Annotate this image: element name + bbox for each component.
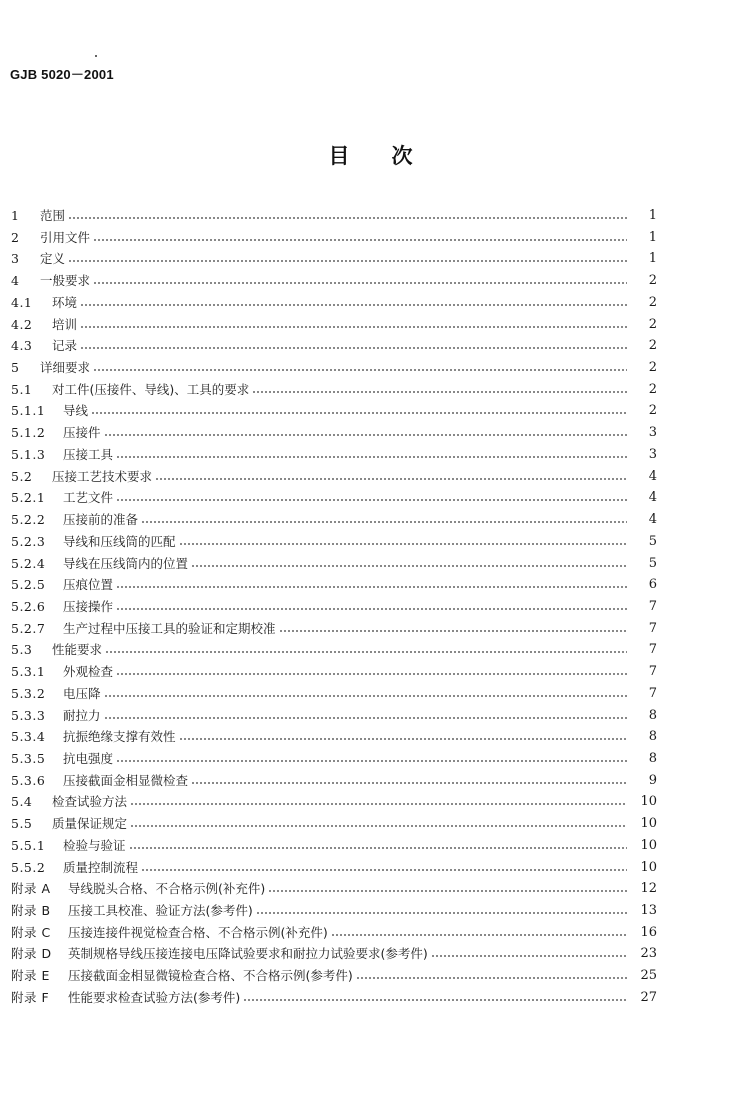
dot-leader	[243, 999, 627, 1001]
toc-entry[interactable]	[11, 467, 657, 487]
toc-entry-title: 抗振绝缘支撑有效性	[63, 729, 176, 745]
toc-entry-number: 5.3.4	[11, 729, 46, 745]
dot-leader	[80, 347, 627, 349]
dot-leader	[116, 673, 627, 675]
toc-entry[interactable]	[11, 293, 657, 313]
toc-entry-number: 5.2.7	[11, 620, 46, 636]
toc-entry-page: 8	[648, 751, 657, 766]
dot-leader	[252, 391, 627, 393]
toc-entry-page: 3	[648, 446, 657, 462]
toc-entry-page: 2	[648, 316, 657, 332]
toc-entry-page: 7	[648, 685, 657, 701]
toc-entry-number: 5.1	[11, 381, 33, 397]
toc-entry-number: 5.2.3	[11, 533, 46, 549]
toc-entry-page: 3	[648, 425, 657, 441]
dot-leader	[356, 977, 627, 979]
dot-leader	[93, 369, 627, 371]
toc-entry-number: 5.1.1	[11, 403, 46, 419]
dot-leader	[191, 782, 627, 784]
toc-entry-number: 5.5.2	[11, 859, 46, 875]
toc-entry-page: 5	[648, 555, 657, 571]
title-char-2: 次	[391, 144, 413, 168]
dot-leader	[268, 890, 627, 892]
toc-entry[interactable]	[11, 771, 657, 791]
toc-entry-number: 附录 E	[11, 968, 50, 984]
toc-entry-title: 压接件	[63, 425, 101, 441]
toc-entry-title: 压接工具	[63, 446, 114, 462]
toc-entry[interactable]	[11, 510, 657, 530]
toc-entry-page: 2	[648, 403, 657, 419]
toc-entry[interactable]	[11, 401, 657, 421]
dot-leader	[116, 586, 627, 588]
toc-entry-title: 培训	[52, 316, 78, 332]
toc-entry-title: 压接截面金相显微检查	[63, 772, 189, 788]
page-title	[0, 140, 741, 170]
toc-entry[interactable]	[11, 944, 657, 964]
toc-entry-page: 27	[640, 989, 657, 1005]
toc-entry-number: 5.5.1	[11, 837, 46, 853]
dot-leader	[155, 478, 627, 480]
dot-leader	[141, 869, 627, 871]
toc-entry-page: 1	[648, 208, 657, 223]
toc-entry-page: 4	[648, 512, 657, 528]
toc-entry-number: 4.2	[11, 316, 33, 332]
toc-entry[interactable]	[11, 554, 657, 574]
toc-entry-title: 外观检查	[63, 664, 114, 680]
toc-entry[interactable]	[11, 923, 657, 943]
toc-entry-title: 压痕位置	[63, 577, 114, 593]
toc-entry-page: 7	[648, 620, 657, 636]
toc-entry[interactable]	[11, 575, 657, 595]
toc-entry-page: 5	[648, 533, 657, 549]
toc-entry-page: 2	[648, 338, 657, 354]
toc-entry-page: 25	[640, 968, 657, 984]
toc-entry-title: 压接操作	[63, 598, 114, 614]
toc-entry[interactable]	[11, 901, 657, 921]
toc-entry-page: 10	[640, 837, 657, 853]
dot-leader	[68, 260, 627, 262]
toc-entry-number: 4	[11, 273, 20, 289]
toc-entry[interactable]	[11, 358, 657, 378]
title-char-1: 目	[328, 144, 350, 168]
toc-entry-page: 1	[648, 251, 657, 267]
toc-entry-title: 压接截面金相显微镜检查合格、不合格示例(参考件)	[68, 968, 353, 984]
toc-entry[interactable]	[11, 727, 657, 747]
toc-entry-number: 5.2.6	[11, 598, 46, 614]
toc-entry[interactable]	[11, 228, 657, 248]
toc-entry-number: 5.5	[11, 816, 33, 832]
toc-entry-title: 质量控制流程	[63, 859, 139, 875]
toc-entry-number: 3	[11, 251, 20, 267]
toc-entry[interactable]	[11, 706, 657, 726]
toc-entry-title: 详细要求	[40, 360, 91, 376]
toc-entry-page: 6	[648, 577, 657, 593]
toc-entry-title: 压接工具校准、验证方法(参考件)	[68, 903, 253, 919]
toc-entry-title: 导线在压线筒内的位置	[63, 555, 189, 571]
dot-leader	[93, 239, 627, 241]
toc-entry-number: 附录 A	[11, 881, 51, 897]
toc-entry[interactable]	[11, 488, 657, 508]
toc-entry-title: 质量保证规定	[52, 816, 128, 832]
toc-entry[interactable]	[11, 271, 657, 291]
dot-leader	[179, 543, 627, 545]
dot-leader	[130, 825, 627, 827]
toc-entry-title: 导线和压线筒的匹配	[63, 533, 176, 549]
toc-entry-number: 4.3	[11, 338, 33, 354]
document-id: GJB 5020－2001	[10, 67, 114, 82]
dot-leader	[141, 521, 627, 523]
toc-entry-title: 导线	[63, 403, 89, 419]
dot-leader	[91, 412, 627, 414]
toc-entry-title: 定义	[40, 251, 66, 267]
toc-entry-page: 7	[648, 664, 657, 680]
toc-entry-number: 5.2.2	[11, 512, 46, 528]
toc-entry-title: 生产过程中压接工具的验证和定期校准	[63, 620, 276, 636]
toc-entry[interactable]	[11, 315, 657, 335]
dot-leader	[331, 934, 627, 936]
toc-entry-title: 检验与验证	[63, 837, 126, 853]
toc-entry-number: 附录 C	[11, 924, 51, 940]
toc-entry[interactable]	[11, 858, 657, 878]
toc-entry-page: 13	[640, 903, 657, 919]
toc-entry-page: 7	[648, 598, 657, 614]
toc-entry-page: 2	[648, 360, 657, 376]
toc-entry[interactable]	[11, 879, 657, 899]
dot-leader	[191, 565, 627, 567]
toc-entry-title: 英制规格导线压接连接电压降试验要求和耐拉力试验要求(参考件)	[68, 946, 428, 962]
toc-entry-title: 对工件(压接件、导线)、工具的要求	[52, 381, 250, 397]
toc-entry-number: 5.3.6	[11, 772, 46, 788]
toc-entry-page: 2	[648, 381, 657, 397]
dot-leader	[105, 651, 627, 653]
dot-leader	[104, 434, 627, 436]
toc-entry[interactable]	[11, 749, 657, 769]
dot-leader	[68, 217, 627, 219]
dot-leader	[116, 499, 627, 501]
toc-entry[interactable]	[11, 988, 657, 1008]
toc-entry-title: 范围	[40, 208, 66, 223]
scan-speck	[95, 55, 97, 57]
toc-entry-title: 性能要求检查试验方法(参考件)	[68, 989, 241, 1005]
dot-leader	[116, 456, 627, 458]
toc-entry-number: 附录 F	[11, 989, 50, 1005]
toc-entry[interactable]	[11, 814, 657, 834]
toc-entry-number: 1	[11, 208, 20, 223]
toc-entry-page: 2	[648, 294, 657, 310]
toc-entry-title: 引用文件	[40, 229, 91, 245]
toc-entry-number: 5.3	[11, 642, 33, 658]
toc-entry[interactable]	[11, 619, 657, 639]
dot-leader	[104, 695, 627, 697]
toc-entry-title: 导线脱头合格、不合格示例(补充件)	[68, 881, 266, 897]
dot-leader	[104, 717, 627, 719]
dot-leader	[93, 282, 627, 284]
toc-entry[interactable]	[11, 597, 657, 617]
toc-entry-page: 8	[648, 707, 657, 723]
toc-entry-number: 5.3.2	[11, 685, 46, 701]
toc-entry-page: 1	[648, 229, 657, 245]
toc-entry-number: 5.2	[11, 468, 33, 484]
toc-entry[interactable]	[11, 966, 657, 986]
dot-leader	[431, 955, 627, 957]
dot-leader	[279, 630, 627, 632]
toc-entry-title: 一般要求	[40, 273, 91, 289]
toc-entry-number: 5.4	[11, 794, 33, 810]
toc-entry[interactable]	[11, 336, 657, 356]
dot-leader	[80, 304, 627, 306]
toc-entry-number: 5.2.4	[11, 555, 46, 571]
toc-entry-number: 5.3.5	[11, 751, 46, 766]
toc-entry[interactable]	[11, 836, 657, 856]
dot-leader	[80, 326, 627, 328]
toc-entry-number: 5.2.5	[11, 577, 46, 593]
toc-entry-page: 8	[648, 729, 657, 745]
toc-entry-number: 5.2.1	[11, 490, 46, 506]
toc-entry-number: 2	[11, 229, 20, 245]
dot-leader	[129, 847, 627, 849]
toc-entry-title: 检查试验方法	[52, 794, 128, 810]
toc-entry-page: 9	[648, 772, 657, 788]
toc-entry-number: 5.3.1	[11, 664, 46, 680]
toc-entry[interactable]	[11, 423, 657, 443]
toc-entry-page: 4	[648, 490, 657, 506]
dot-leader	[256, 912, 627, 914]
toc-entry[interactable]	[11, 380, 657, 400]
toc-entry-number: 5.1.2	[11, 425, 46, 441]
toc-entry-title: 压接连接件视觉检查合格、不合格示例(补充件)	[68, 924, 328, 940]
dot-leader	[116, 608, 627, 610]
toc-entry[interactable]	[11, 249, 657, 269]
toc-entry-page: 10	[640, 794, 657, 810]
toc-entry-page: 16	[640, 924, 657, 940]
toc-entry-title: 压接前的准备	[63, 512, 139, 528]
toc-entry[interactable]	[11, 792, 657, 812]
toc-entry-number: 5	[11, 360, 20, 376]
toc-entry-title: 环境	[52, 294, 78, 310]
toc-entry-page: 10	[640, 859, 657, 875]
toc-entry-page: 23	[640, 946, 657, 962]
toc-entry[interactable]	[11, 445, 657, 465]
toc-entry-page: 2	[648, 273, 657, 289]
toc-entry[interactable]	[11, 532, 657, 552]
toc-entry-number: 附录 B	[11, 903, 51, 919]
toc-entry-number: 5.1.3	[11, 446, 46, 462]
toc-entry[interactable]	[11, 662, 657, 682]
toc-entry-page: 12	[640, 881, 657, 897]
toc-entry-title: 压接工艺技术要求	[52, 468, 153, 484]
toc-entry[interactable]	[11, 206, 657, 226]
toc-entry-title: 记录	[52, 338, 78, 354]
toc-entry-number: 4.1	[11, 294, 33, 310]
dot-leader	[116, 760, 627, 762]
toc-entry-title: 工艺文件	[63, 490, 114, 506]
toc-entry-page: 10	[640, 816, 657, 832]
toc-entry-title: 抗电强度	[63, 751, 114, 766]
dot-leader	[179, 738, 627, 740]
toc-entry-number: 5.3.3	[11, 707, 46, 723]
toc-entry-number: 附录 D	[11, 946, 52, 962]
toc-entry-page: 4	[648, 468, 657, 484]
dot-leader	[130, 803, 627, 805]
toc-entry[interactable]	[11, 684, 657, 704]
toc-entry-title: 电压降	[63, 685, 101, 701]
toc-entry[interactable]	[11, 640, 657, 660]
toc-entry-title: 耐拉力	[63, 707, 101, 723]
toc-entry-page: 7	[648, 642, 657, 658]
toc-entry-title: 性能要求	[52, 642, 103, 658]
